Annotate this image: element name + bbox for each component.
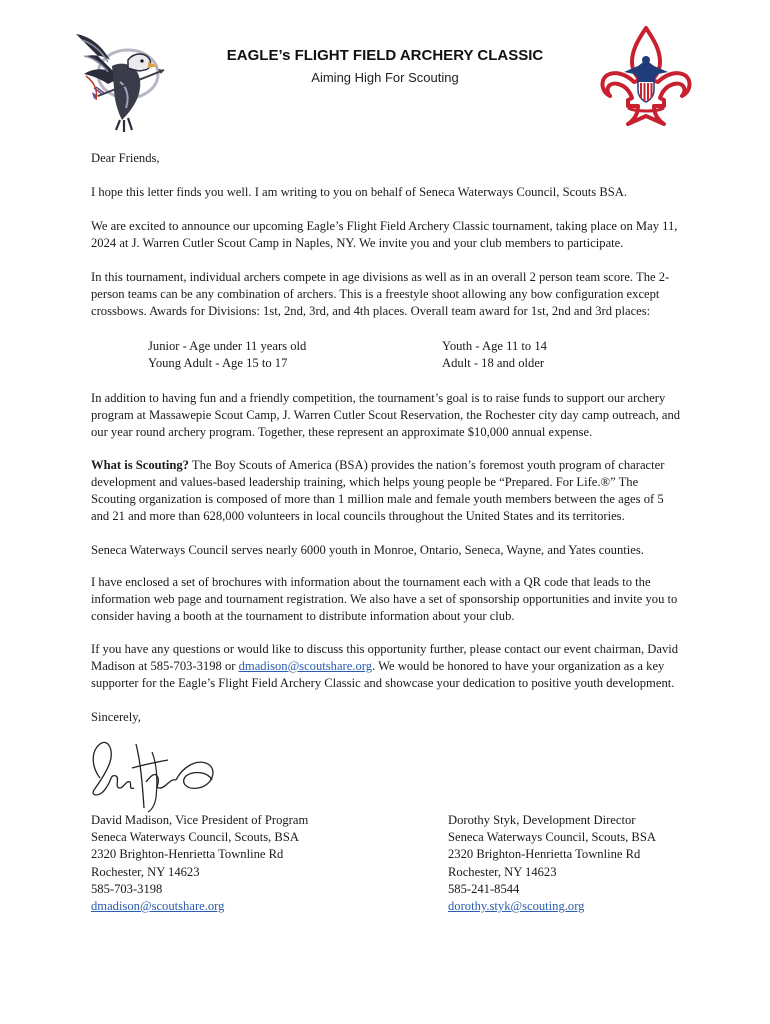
greeting: Dear Friends, (91, 151, 160, 165)
paragraph-council: Seneca Waterways Council serves nearly 6000 youth in Monroe, Ontario, Seneca, Wayne, and Yates counties. (91, 543, 644, 557)
signature-icon (86, 738, 226, 816)
signer-street: 2320 Brighton-Henrietta Townline Rd (91, 847, 284, 862)
what-is-scouting-heading: What is Scouting? (91, 458, 189, 472)
bsa-fleur-de-lis-icon (598, 26, 694, 128)
eagle-logo-icon (68, 26, 168, 136)
divisions-left-column (148, 338, 306, 372)
paragraph-fundraising: In addition to having fun and a friendly competition, the tournament’s goal is to raise funds to support our archery program at Massawepie Scout Camp, J. Warren Cutler Scout Reservation, the Rochester city day camp outreach, and our year round archery program. Together, these represent an approximate $10,000 annual expense. (91, 391, 681, 439)
paragraph-announcement: We are excited to announce our upcoming Eagle’s Flight Field Archery Classic tournament, taking place on May 11, 2024 at J. Warren Cutler Scout Camp in Naples, NY. We invite you and your club members to participate. (91, 219, 678, 250)
signer-street: 2320 Brighton-Henrietta Townline Rd (448, 847, 641, 862)
signer-phone: 585-703-3198 (91, 881, 163, 896)
chairman-email-link[interactable]: dmadison@scoutshare.org (238, 659, 373, 673)
division-item: Youth - Age 11 to 14 (442, 339, 547, 353)
signer-org: Seneca Waterways Council, Scouts, BSA (91, 830, 299, 845)
signer-name: David Madison, Vice President of Program (91, 813, 309, 827)
division-item: Young Adult - Age 15 to 17 (148, 356, 288, 370)
division-item: Junior - Age under 11 years old (148, 339, 307, 353)
signer-city: Rochester, NY 14623 (91, 864, 200, 879)
signer-name: Dorothy Styk, Development Director (448, 813, 636, 827)
signer-city: Rochester, NY 14623 (448, 864, 557, 879)
paragraph-brochures: I have enclosed a set of brochures with information about the tournament each with a QR code that leads to the information web page and tournament registration. We also have a set of sponsorship opportunities and invite you to consider having a booth at the tournament to distribute information about your club. (91, 575, 678, 623)
signer-block-left (91, 812, 308, 915)
closing: Sincerely, (91, 710, 141, 724)
divisions-right-column (442, 338, 547, 372)
signer-email-link[interactable]: dorothy.styk@scouting.org (448, 899, 585, 914)
paragraph-contact: If you have any questions or would like to discuss this opportunity further, please contact our event chairman, David Madison at 585-703-3198 or dmadison@scoutshare.org. We would be honored to have your organization as a key supporter for the Eagle’s Flight Field Archery Classic and showcase your dedication to positive youth development. (91, 642, 679, 690)
signer-org: Seneca Waterways Council, Scouts, BSA (448, 830, 656, 845)
page-title: EAGLE’s FLIGHT FIELD ARCHERY CLASSIC (226, 47, 544, 64)
paragraph-tournament-rules: In this tournament, individual archers compete in age divisions as well as in an overall 2 person team score. The 2-person teams can be any combination of archers. This is a freestyle shoot allowing any bow configuration except crossbows. Awards for Divisions: 1st, 2nd, 3rd, and 4th places. Overall team award for 1st, 2nd and 3rd places: (91, 270, 670, 318)
paragraph-what-is-scouting: What is Scouting? The Boy Scouts of America (BSA) provides the nation’s foremost youth program of character development and values-based leadership training, which helps young people be “Prepared. For Life.®” The Scouting organization is composed of more than 1 million male and female youth members between the ages of 5 and 21 and more than 628,000 volunteers in local councils throughout the United States and its territories. (91, 458, 665, 523)
signer-block-right (448, 812, 656, 915)
signer-email-link[interactable]: dmadison@scoutshare.org (91, 899, 225, 914)
signer-phone: 585-241-8544 (448, 881, 520, 896)
paragraph-intro: I hope this letter finds you well. I am writing to you on behalf of Seneca Waterways Council, Scouts BSA. (91, 185, 627, 199)
page-subtitle: Aiming High For Scouting (311, 70, 459, 85)
division-item: Adult - 18 and older (442, 356, 545, 370)
